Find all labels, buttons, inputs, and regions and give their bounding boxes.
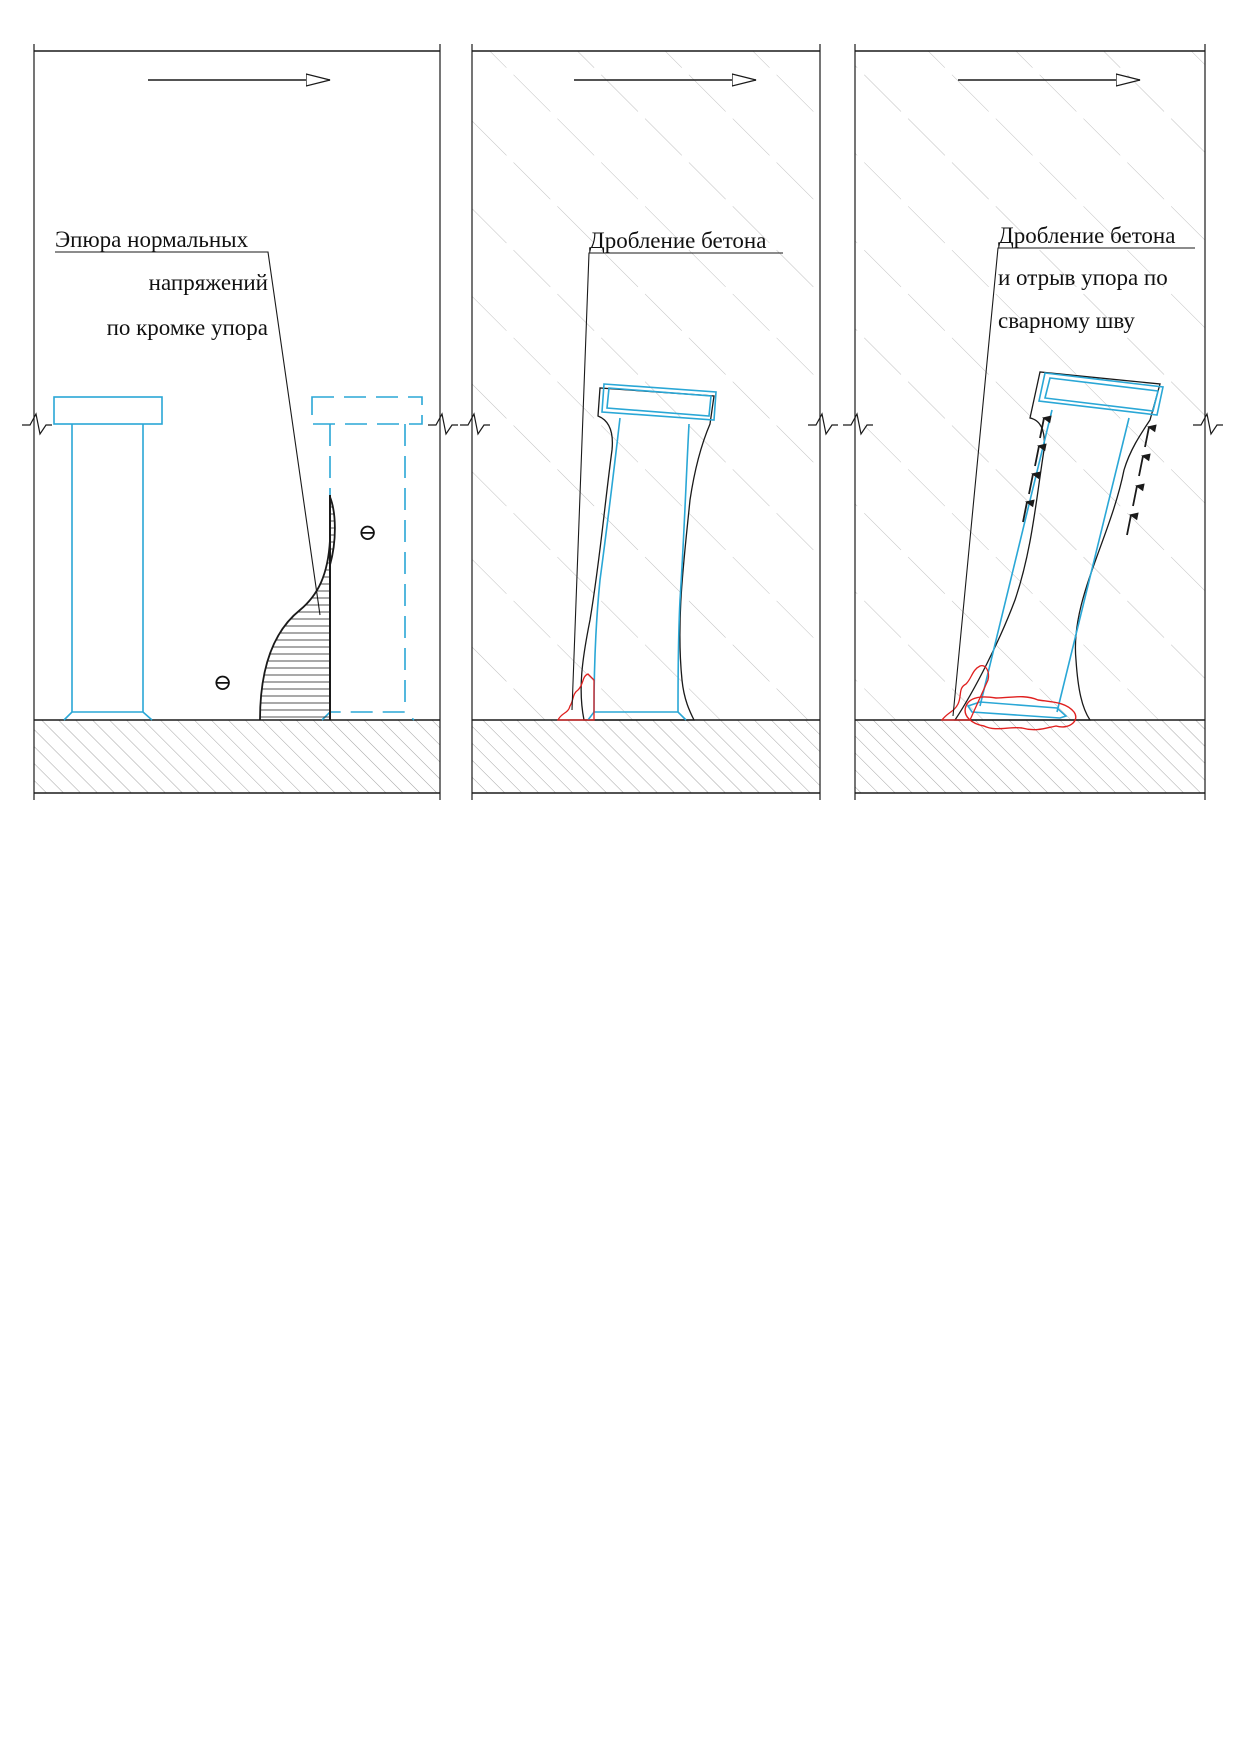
label-1-line-1: Эпюра нормальных bbox=[55, 227, 249, 252]
label-1-line-3: по кромке упора bbox=[106, 315, 268, 340]
leader-line-1 bbox=[55, 252, 320, 615]
steel-flange bbox=[855, 720, 1205, 793]
steel-flange bbox=[34, 720, 440, 793]
label-3-line-1: Дробление бетона bbox=[998, 223, 1176, 248]
label-3-line-3: сварному шву bbox=[998, 308, 1135, 333]
panel-1 bbox=[22, 44, 458, 800]
sign-minus-lower: ⊖ bbox=[213, 670, 233, 695]
label-2-line-1: Дробление бетона bbox=[589, 228, 767, 253]
stress-diagram bbox=[250, 495, 340, 720]
break-mark-left bbox=[22, 414, 52, 434]
panel-3 bbox=[843, 44, 1223, 800]
stud-initial bbox=[54, 397, 162, 720]
sign-minus-upper: ⊖ bbox=[358, 520, 378, 545]
panel-2 bbox=[460, 44, 838, 800]
break-mark-right bbox=[428, 414, 458, 434]
label-1-line-2: напряжений bbox=[148, 270, 268, 295]
steel-flange bbox=[472, 720, 820, 793]
label-3-line-2: и отрыв упора по bbox=[998, 265, 1168, 290]
concrete-hatch bbox=[472, 51, 820, 720]
